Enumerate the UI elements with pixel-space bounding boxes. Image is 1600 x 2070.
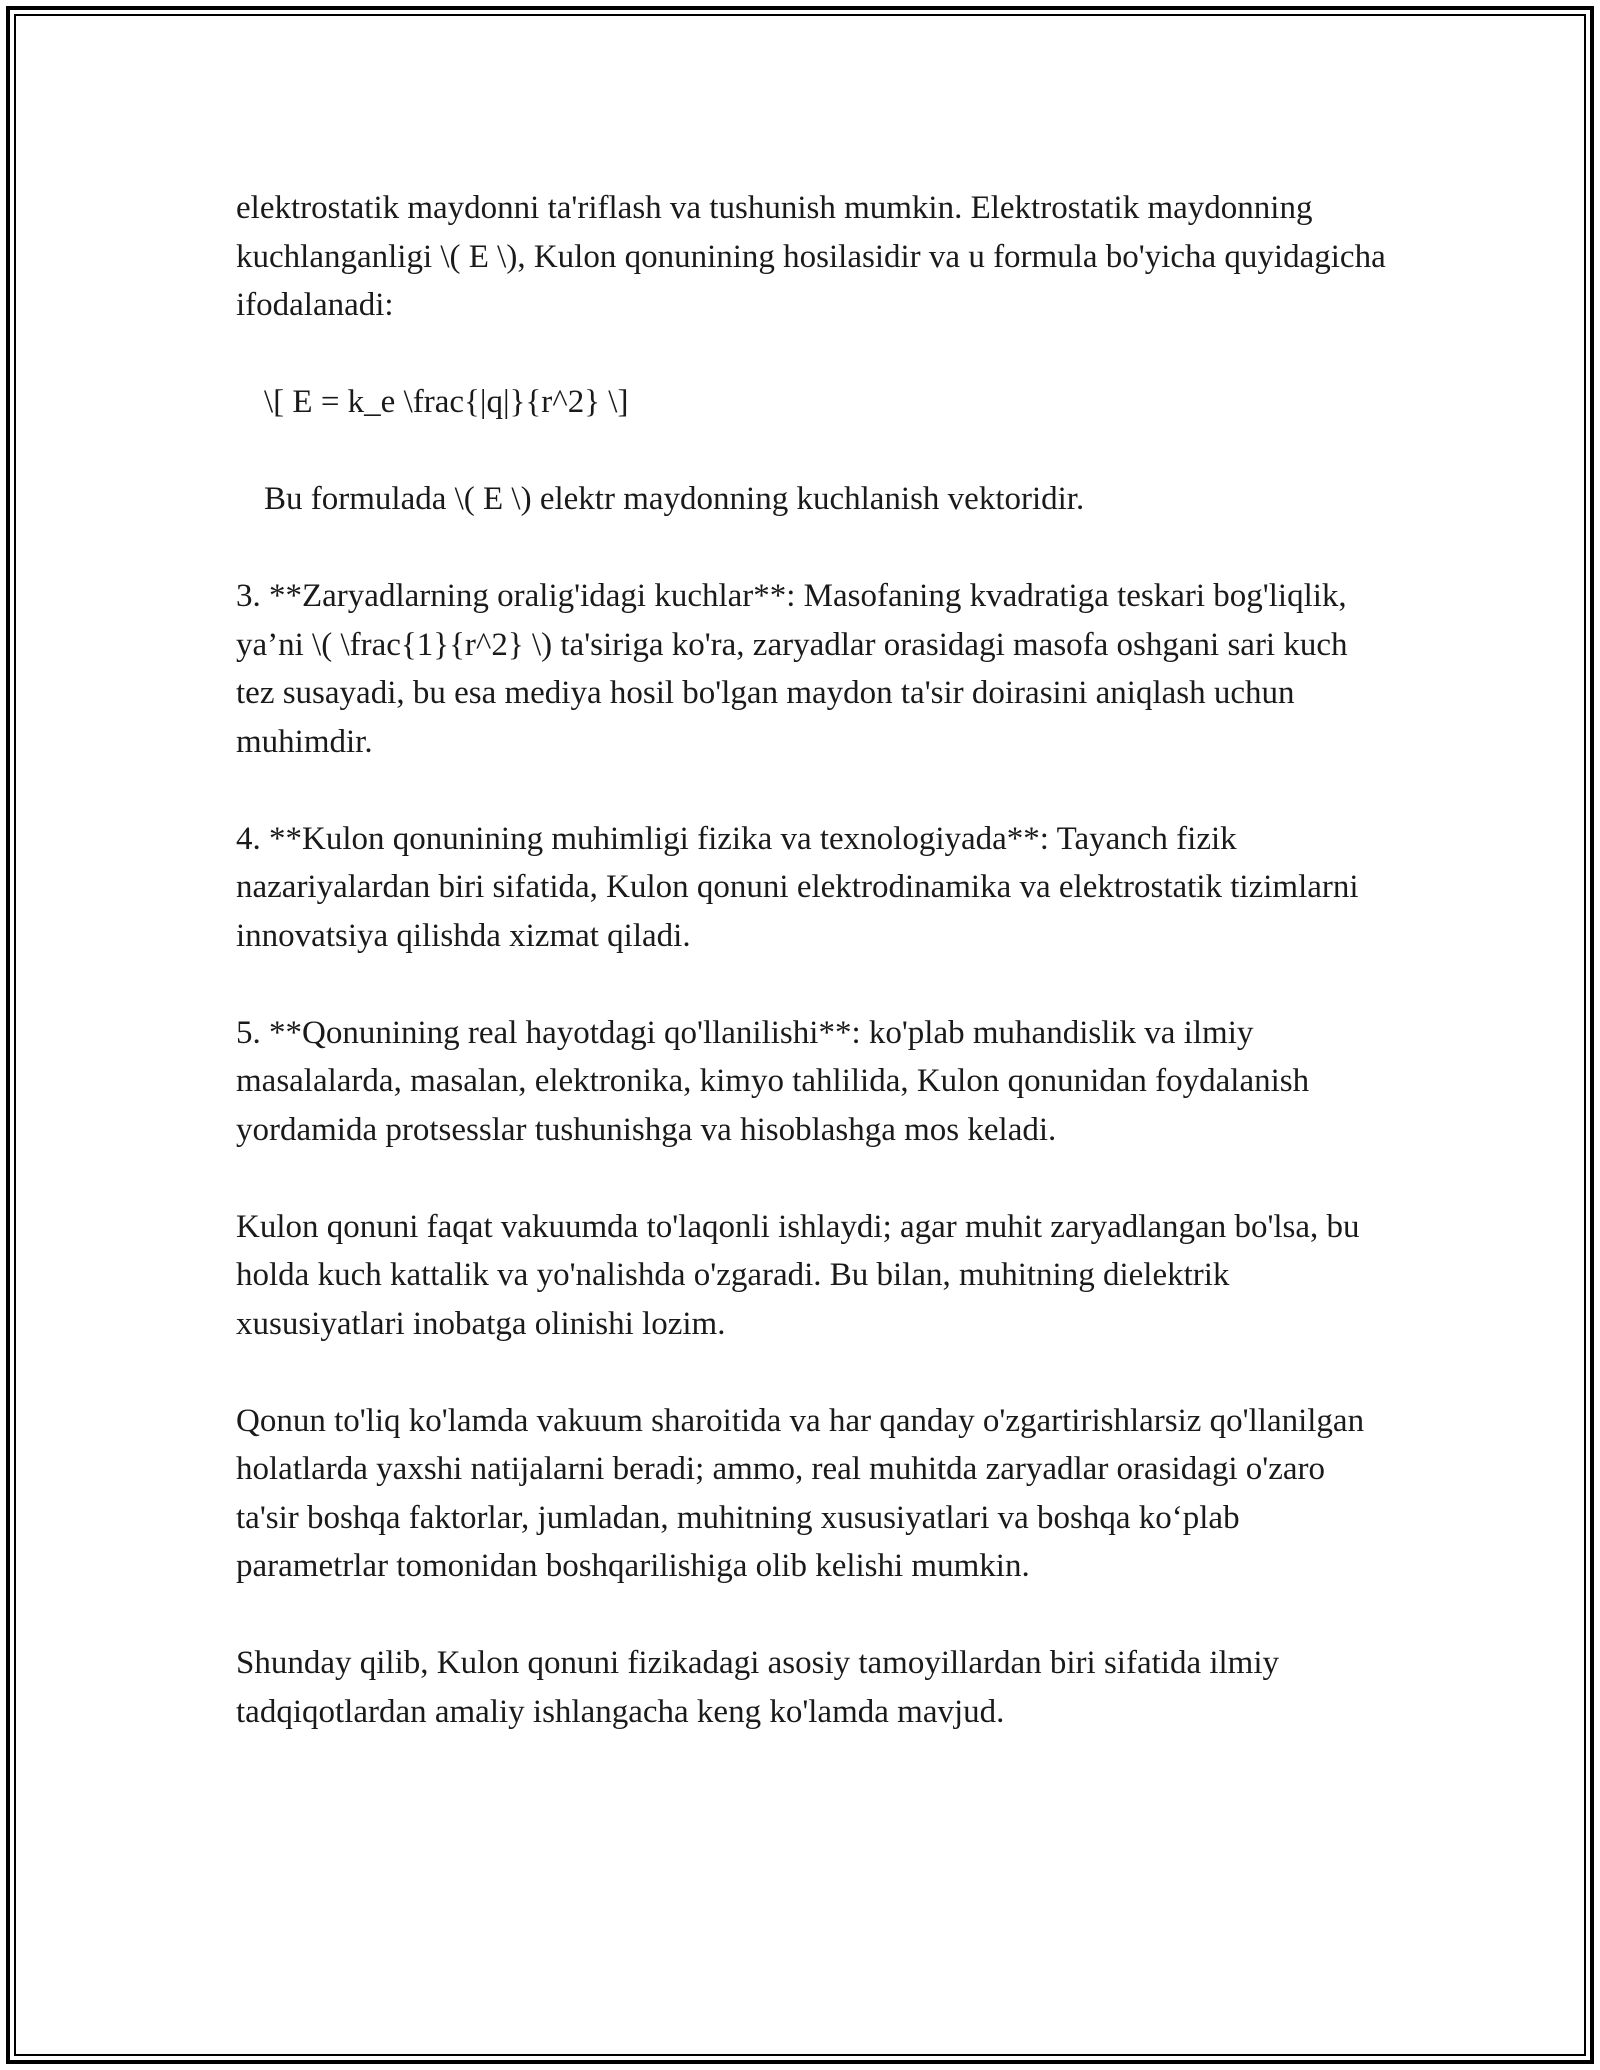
paragraph-vacuum: Kulon qonuni faqat vakuumda to'laqonli ishlaydi; agar muhit zaryadlangan bo'lsa, bu holda kuch kattalik va yo'nalishda o'zgaradi. Bu bilan, muhitning dielektrik xususiyatlari inobatga olinishi lozim.	[236, 1208, 1368, 1342]
paragraph-item-5: 5. **Qonunining real hayotdagi qo'llanilishi**: ko'plab muhandislik va ilmiy masalalarda, masalan, elektronika, kimyo tahlilida, Kulon qonunidan foydalanish yordamida protsesslar tushunishga va hisoblashga mos keladi.	[236, 1014, 1318, 1148]
document-body	[236, 184, 1394, 1785]
paragraph-formula-explanation: Bu formulada \( E \) elektr maydonning kuchlanish vektoridir.	[264, 481, 1085, 517]
paragraph-intro: elektrostatik maydonni ta'riflash va tushunish mumkin. Elektrostatik maydonning kuchlanganligi \( E \), Kulon qonunining hosilasidir va u formula bo'yicha quyidagicha ifodalanadi:	[236, 190, 1394, 323]
paragraph-formula: \[ E = k_e \frac{|q|}{r^2} \]	[264, 384, 629, 420]
paragraph-item-3: 3. **Zaryadlarning oralig'idagi kuchlar**: Masofaning kvadratiga teskari bog'liqlik, ya’ni \( \frac{1}{r^2} \) ta'siriga ko'ra, zaryadlar orasidagi masofa oshgani sari kuch tez susayadi, bu esa mediya hosil bo'lgan maydon ta'sir doirasini aniqlash uchun muhimdir.	[236, 578, 1356, 760]
paragraph-full-scale: Qonun to'liq ko'lamda vakuum sharoitida va har qanday o'zgartirishlarsiz qo'llanilgan holatlarda yaxshi natijalarni beradi; ammo, real muhitda zaryadlar orasidagi o'zaro ta'sir boshqa faktorlar, jumladan, muhitning xususiyatlari va boshqa ko‘plab parametrlar tomonidan boshqarilishiga olib kelishi mumkin.	[236, 1402, 1373, 1584]
paragraph-conclusion: Shunday qilib, Kulon qonuni fizikadagi asosiy tamoyillardan biri sifatida ilmiy tadqiqotlardan amaliy ishlangacha keng ko'lamda mavjud.	[236, 1645, 1288, 1730]
paragraph-item-4: 4. **Kulon qonunining muhimligi fizika va texnologiyada**: Tayanch fizik nazariyalardan biri sifatida, Kulon qonuni elektrodinamika va elektrostatik tizimlarni innovatsiya qilishda xizmat qiladi.	[236, 820, 1367, 954]
